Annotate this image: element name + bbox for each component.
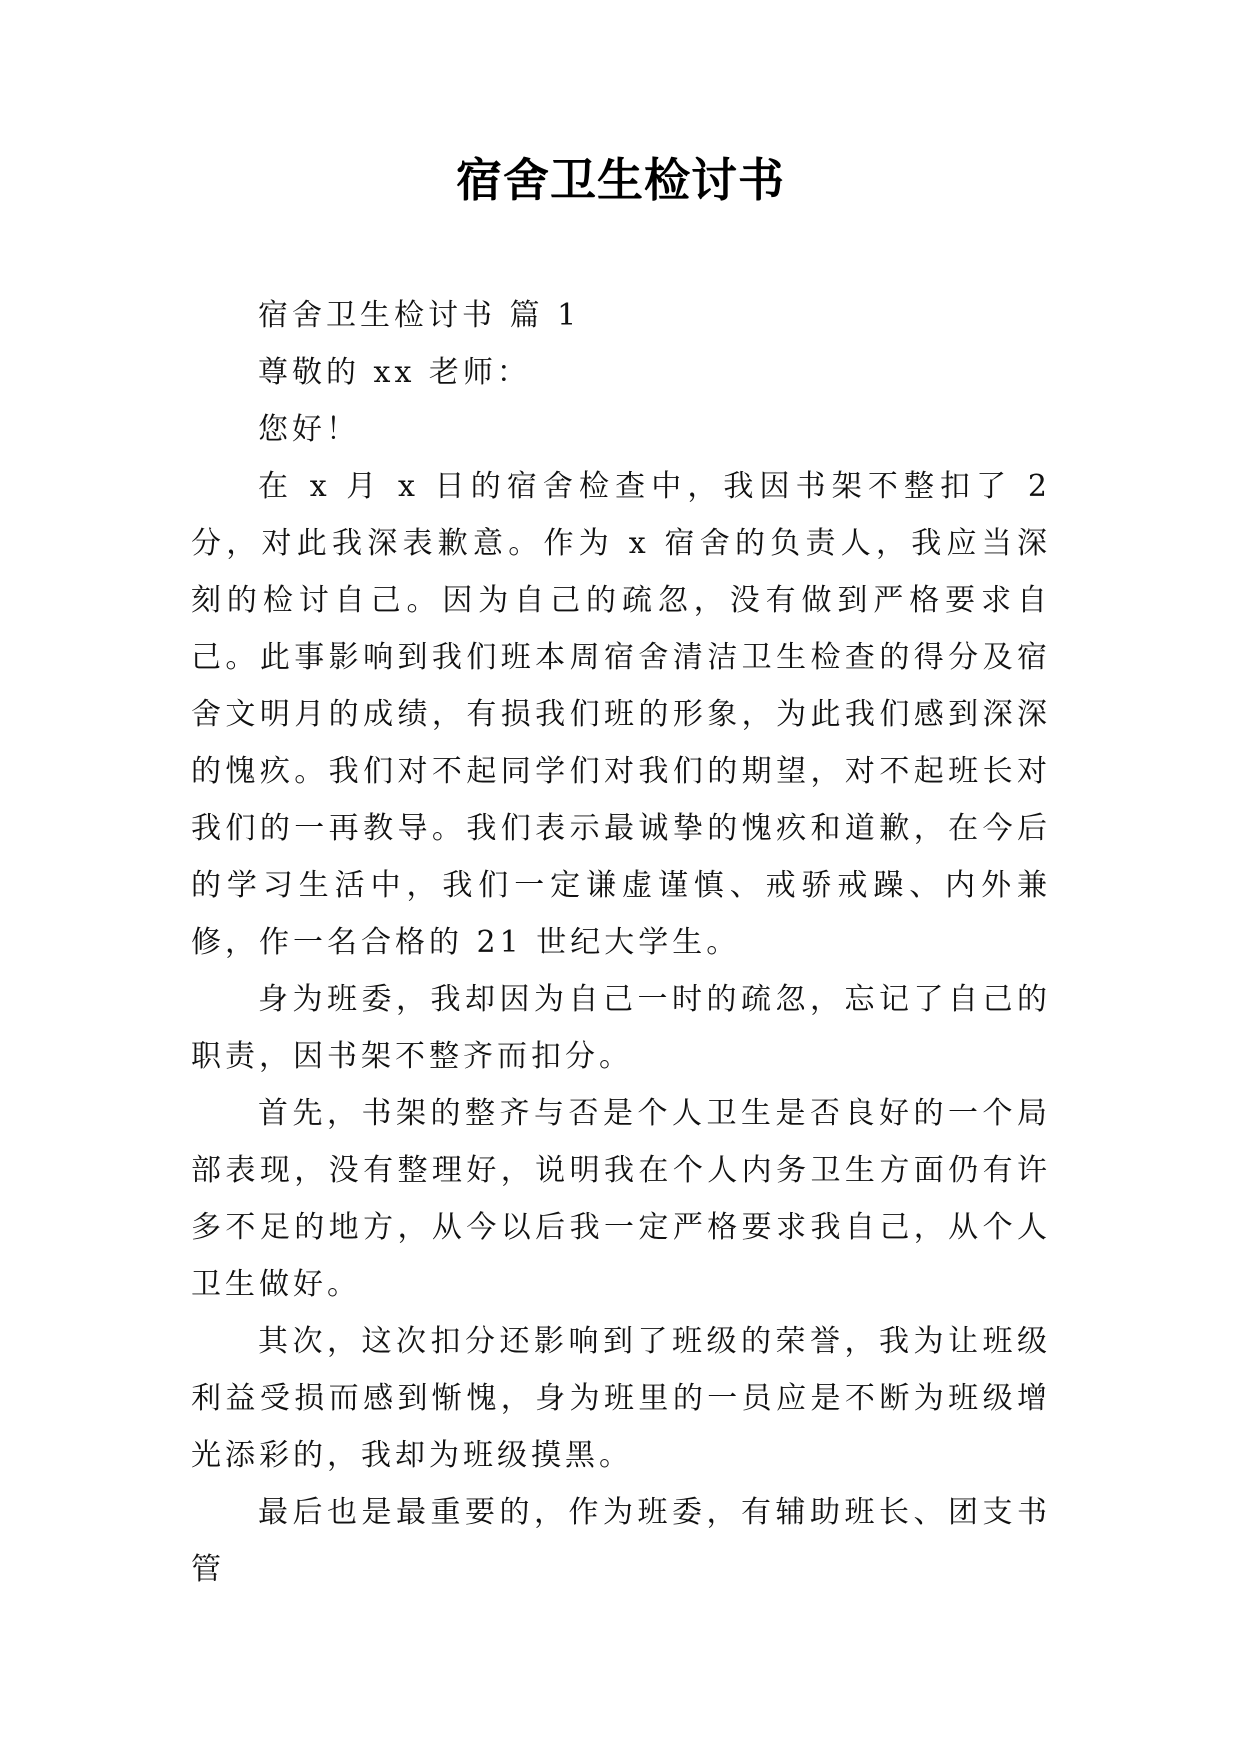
greeting: 您好！: [258, 412, 360, 447]
body-paragraph: 其次，这次扣分还影响到了班级的荣誉，我为让班级利益受损而感到惭愧，身为班里的一员应是不断为班级增光添彩的，我却为班级摸黑。: [191, 1324, 1051, 1473]
body-paragraph: 最后也是最重要的，作为班委，有辅助班长、团支书管: [191, 1495, 1051, 1587]
document-title: 宿舍卫生检讨书: [456, 153, 785, 207]
body-paragraph: 身为班委，我却因为自己一时的疏忽，忘记了自己的职责，因书架不整齐而扣分。: [191, 982, 1051, 1074]
body-paragraph: 在 x 月 x 日的宿舍检查中，我因书架不整扣了 2 分，对此我深表歉意。作为 x 宿舍的负责人，我应当深刻的检讨自己。因为自己的疏忽，没有做到严格要求自己。此事影响到我们班本周宿舍清洁卫生检查的得分及宿舍文明月的成绩，有损我们班的形象，为此我们感到深深的愧疚。我们对不起同学们对我们的期望，对不起班长对我们的一再教导。我们表示最诚挚的愧疚和道歉，在今后的学习生活中，我们一定谦虚谨慎、戒骄戒躁、内外兼修，作一名合格的 21 世纪大学生。: [191, 469, 1051, 960]
body-paragraph: 首先，书架的整齐与否是个人卫生是否良好的一个局部表现，没有整理好，说明我在个人内务卫生方面仍有许多不足的地方，从今以后我一定严格要求我自己，从个人卫生做好。: [191, 1096, 1051, 1302]
salutation: 尊敬的 xx 老师：: [258, 355, 531, 390]
document-body: [191, 287, 1051, 1598]
section-heading: 宿舍卫生检讨书 篇 1: [258, 298, 581, 333]
